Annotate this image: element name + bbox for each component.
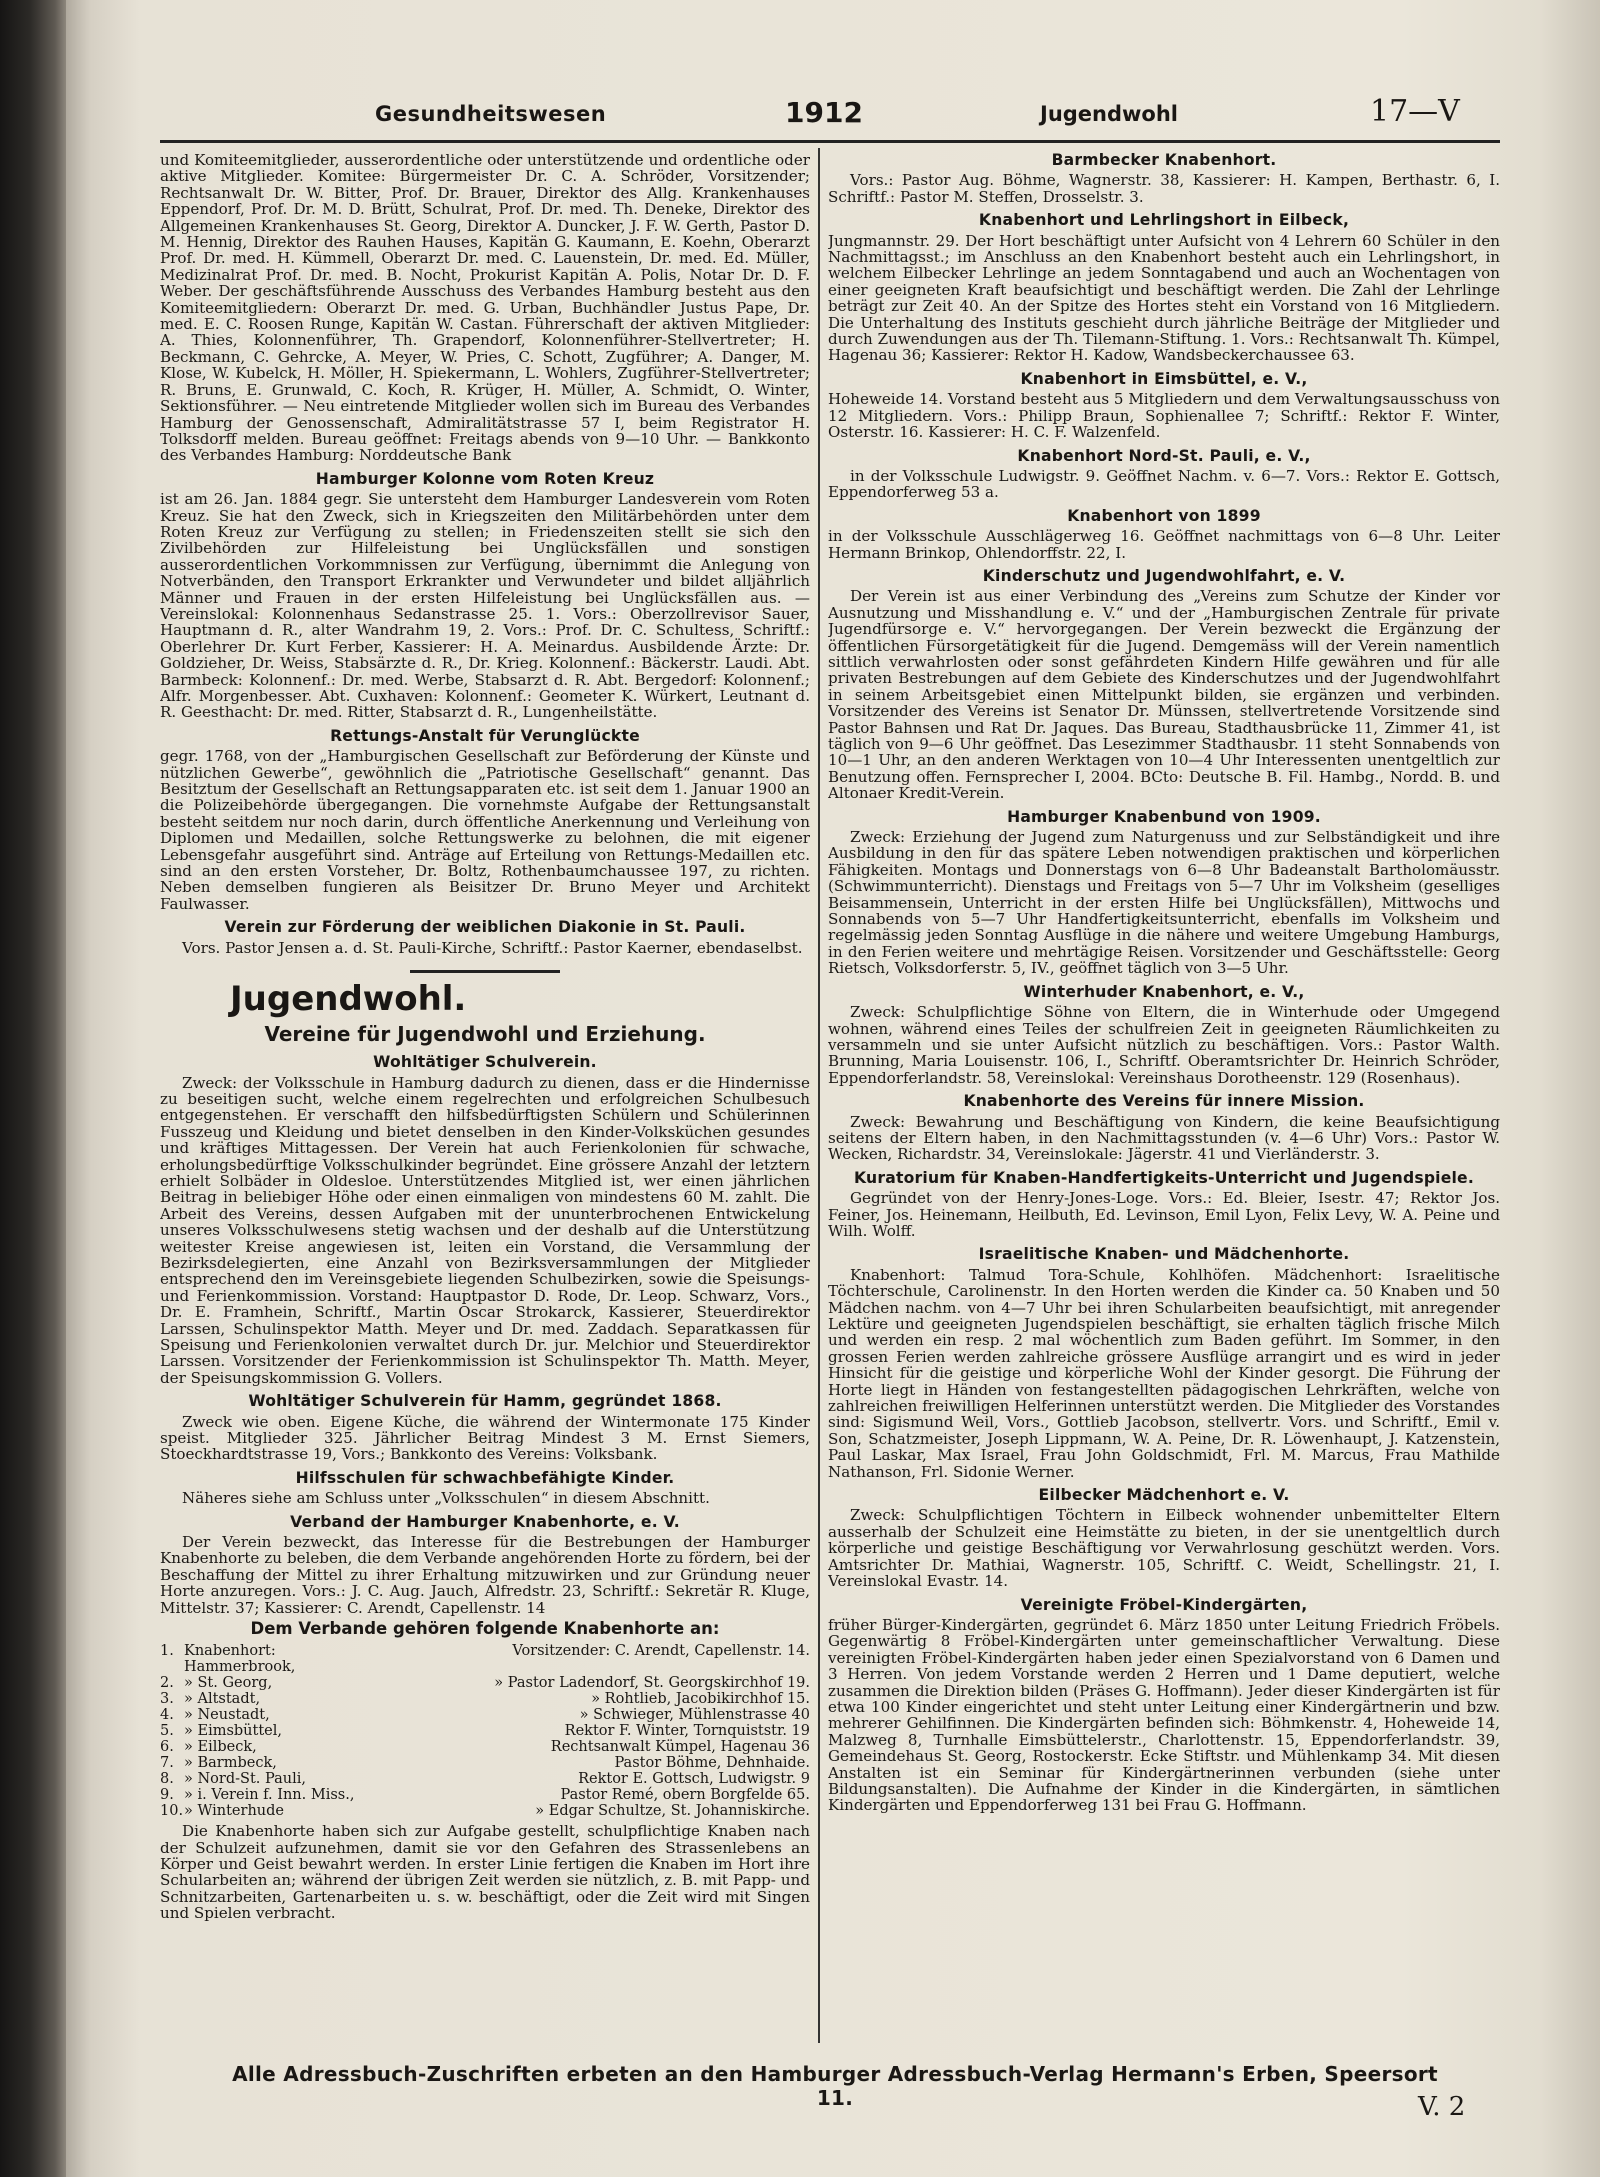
intro-text: und Komiteemitglieder, ausserordentliche oder unterstützende und ordentliche oder aktive Mitglieder. Komitee: Bürgermeister Dr. C. A. Schröder, Vorsitzender; Rechtsanwalt Dr. W. Bitter, Prof. Dr. Brauer, Direktor des Allg. Krankenhauses Eppendorf, Prof. Dr. M. D. Brütt, Schulrat, Prof. Dr. med. Th. Deneke, Direktor des Allgemeinen Krankenhauses St. Georg, Direktor A. Duncker, J. F. W. Gerth, Pastor D. M. Hennig, Direktor des Rauhen Hauses, Kapitän G. Kaumann, E. Koehn, Oberarzt Prof. Dr. med. H. Kümmell, Oberarzt Dr. med. C. Lauenstein, Dr. med. Ed. Müller, Medizinalrat Prof. Dr. med. B. Nocht, Prokurist Kapitän A. Polis, Notar Dr. D. F. Weber. Der geschäftsführende Ausschuss des Verbandes Hamburg besteht aus den Komiteemitgliedern: Oberarzt Dr. med. G. Urban, Buchhändler Justus Pape, Dr. med. E. C. Roosen Runge, Kapitän W. Castan. Führerschaft der aktiven Mitglieder: A. Thies, Kolonnenführer, Th. Grapendorf, Kolonnenführer-Stellvertreter; H. Beckmann, C. Gehrcke, A. Meyer, W. Pries, C. Schott, Zugführer; A. Danger, M. Klose, W. Kubelck, H. Möller, H. Spiekermann, L. Wohlers, Zugführer-Stellvertreter; R. Bruns, E. Grunwald, C. Koch, R. Krüger, H. Müller, A. Schmidt, O. Winter, Sektionsführer. — Neu eintretende Mitglieder wollen sich im Bureau des Verbandes Hamburg der Genossenschaft, Admiralitätstrasse 57 I, beim Registrator H. Tolksdorff melden. Bureau geöffnet: Freitags abends von 9—10 Uhr. — Bankkonto des Verbandes Hamburg: Norddeutsche Bank bbox=[160, 152, 810, 465]
right-column bbox=[828, 152, 1500, 2052]
section-text-nord-st-pauli: in der Volksschule Ludwigstr. 9. Geöffnet Nachm. v. 6—7. Vors.: Rektor E. Gottsch, Eppendorferweg 53 a. bbox=[828, 466, 1500, 502]
section-text-schulverein-hamm: Zweck wie oben. Eigene Küche, die während der Wintermonate 175 Kinder speist. Mitglieder 325. Jährlicher Beitrag Mindest 3 M. Ernst Siemers, Stoeckhardtstrasse 19, Vors.; Bankkonto des Vereins: Volksbank. bbox=[160, 1412, 810, 1464]
section-text-kuratorium: Gegründet von der Henry-Jones-Loge. Vors.: Ed. Bleier, Isestr. 47; Rektor Jos. Feiner, Jos. Heinemann, Heilbuth, Ed. Levinson, Emil Lyon, Felix Levy, W. A. Peine und Wilh. Wolff. bbox=[828, 1189, 1500, 1240]
section-text-kinderschutz: Der Verein ist aus einer Verbindung des „Vereins zum Schutze der Kinder vor Ausnutzung und Misshandlung e. V.“ und der „Hamburgischen Zentrale für private Jugendfürsorge e. V.“ hervorgegangen. Der Verein bezweckt die Ergänzung der öffentlichen Fürsorgetätigkeit für die Jugend. Demgemäss will der Verein namentlich sittlich verwahrlosten oder sonst gefährdeten Kindern Hilfe gewähren und für alle privaten Bestrebungen auf dem Gebiete des Kinderschutzes und der Jugendwohlfahrt in seinem Arbeitsgebiet einen Mittelpunkt bilden, sie ergänzen und verbinden. Vorsitzender des Vereins ist Senator Dr. Münssen, stellvertretende Vorsitzende sind Pastor Bahnsen und Rat Dr. Jaques. Das Bureau, Stadthausbrücke 11, Zimmer 41, ist täglich von 9—6 Uhr geöffnet. Das Lesezimmer Stadthausbr. 11 steht Sonnabends von 10—1 Uhr, an den anderen Werktagen von 10—4 Uhr Interessenten unentgeltlich zur Benutzung offen. Fernsprecher I, 2004. BCto: Deutsche B. Fil. Hambg., Nordd. B. und Altonaer Kredit-Verein. bbox=[828, 587, 1500, 803]
section-text-froebel: früher Bürger-Kindergärten, gegründet 6. März 1850 unter Leitung Friedrich Fröbels. Gegenwärtig 8 Fröbel-Kindergärten unter gemeinschaftlicher Verwaltung. Diese vereinigten Fröbel-Kindergärten haben jeder einen Spezialvorstand von 6 Damen und 3 Herren. Von jedem Vorstande werden 2 Herren und 1 Dame deputiert, welche zusammen die Direktion bilden (Präses G. Hoffmann). Jeder dieser Kindergärten ist für etwa 100 Kinder eingerichtet und steht unter Leitung einer Kindergärtnerin und bzw. mehrerer Gehilfinnen. Die Kindergärten befinden sich: Böhmkenstr. 4, Hoheweide 14, Malzweg 8, Turnhalle Eimsbüttelerstr., Charlottenstr. 15, Eppendorferlandstr. 39, Gemeindehaus St. Georg, Rostockerstr. Ecke Stiftstr. und Mühlenkamp 34. Mit diesen Anstalten ist ein Seminar für Kindergärtnerinnen verbunden (siehe unter Bildungsanstalten). Die Aufnahme der Kinder in die Kindergärten, in sämtlichen Kindergärten und Eppendorferweg 131 bei Frau G. Hoffmann. bbox=[828, 1615, 1500, 1815]
list-item: 2. » St. Georg, » Pastor Ladendorf, St. Georgskirchhof 19. bbox=[160, 1675, 810, 1692]
section-text-knabenbund: Zweck: Erziehung der Jugend zum Naturgenuss und zur Selbständigkeit und ihre Ausbildung in den für das spätere Leben notwendigen praktischen und körperlichen Fähigkeiten. Montags und Donnerstags von 6—8 Uhr Badeanstalt Bartholomäusstr. (Schwimmunterricht). Dienstags und Freitags von 5—7 Uhr im Volksheim (geselliges Beisammensein, Unterricht in der ersten Hilfe bei Unglücksfällen), Mittwochs und Sonnabends von 5—7 Uhr Handfertigkeitsunterricht, ebenfalls im Volksheim und regelmässig jeden Sonntag Ausflüge in die nähere und weitere Umgebung Hamburgs, in den Ferien weitere und mehrtägige Reisen. Vorsitzender und Geschäftsstelle: Georg Rietsch, Volksdorferstr. 5, IV., geöffnet täglich von 3—5 Uhr. bbox=[828, 828, 1500, 978]
left-column bbox=[160, 152, 810, 2052]
chapter-subtitle: Vereine für Jugendwohl und Erziehung. bbox=[264, 1022, 706, 1047]
list-item: 3. » Altstadt, » Rohtlieb, Jacobikirchhof 15. bbox=[160, 1691, 810, 1708]
section-title-eilbeck: Knabenhort und Lehrlingshort in Eilbeck, bbox=[978, 211, 1350, 230]
list-item: 9. » i. Verein f. Inn. Miss., Pastor Remé, obern Borgfelde 65. bbox=[160, 1787, 810, 1804]
section-text-eimsbuettel: Hoheweide 14. Vorstand besteht aus 5 Mitgliedern und dem Verwaltungsausschuss von 12 Mitgliedern. Vors.: Philipp Braun, Sophienallee 7; Schriftf.: Rektor F. Winter, Osterstr. 16. Kassierer: H. C. F. Walzenfeld. bbox=[828, 390, 1500, 442]
section-title-eimsbuettel: Knabenhort in Eimsbüttel, e. V., bbox=[1020, 369, 1308, 388]
section-text-israelitische-horte: Knabenhort: Talmud Tora-Schule, Kohlhöfen. Mädchenhort: Israelitische Töchterschule, Carolinenstr. In den Horten werden die Kinder ca. 50 Knaben und 50 Mädchen nachm. von 4—7 Uhr bei ihren Schularbeiten beaufsichtigt, mit anregender Lektüre und geeigneten Jugendspielen beschäftigt, sie erhalten täglich frische Milch und werden ein resp. 2 mal wöchentlich zum Baden geführt. Im Sommer, in den grossen Ferien werden zahlreiche grössere Ausflüge arrangirt und es wird in jeder Hinsicht für die geistige und körperliche Wohl der Kinder gesorgt. Die Führung der Horte liegt in Händen von festangestellten pädagogischen Lehrkräften, welche von zahlreichen freiwilligen Helferinnen unterstützt werden. Die Mitglieder des Vorstandes sind: Sigismund Weil, Vors., Gottlieb Jacobson, stellvertr. Vors. und Schriftf., Emil v. Son, Schatzmeister, Joseph Lippmann, W. A. Peine, Dr. R. Löwenhaupt, J. Katzenstein, Paul Laskar, Max Israel, Frau John Goldschmidt, Frl. M. Marcus, Frau Mathilde Nathanson, Frl. Sidonie Werner. bbox=[828, 1265, 1500, 1481]
section-rule bbox=[410, 970, 560, 973]
section-title-innere-mission: Knabenhorte des Vereins für innere Mission. bbox=[963, 1092, 1365, 1111]
section-text-eilbecker-maedchenhort: Zweck: Schulpflichtigen Töchtern in Eilbeck wohnender unbemittelter Eltern ausserhalb der Schulzeit eine Heimstätte zu bieten, in der sie unentgeltlich durch körperliche und geistige Beschäftigung vor Verwahrlosung geschützt werden. Vors. Amtsrichter Dr. Mathiai, Wagnerstr. 105, Schriftf. C. Weidt, Schellingstr. 21, I. Vereinslokal Evastr. 14. bbox=[828, 1506, 1500, 1591]
list-item: 4. » Neustadt, » Schwieger, Mühlenstrasse 40 bbox=[160, 1707, 810, 1724]
section-title-winterhude: Winterhuder Knabenhort, e. V., bbox=[1023, 982, 1305, 1001]
section-title-schulverein-hamm: Wohltätiger Schulverein für Hamm, gegründet 1868. bbox=[248, 1392, 722, 1411]
signature-mark: V. 2 bbox=[1418, 2092, 1466, 2122]
column-divider bbox=[818, 148, 820, 2043]
section-text-innere-mission: Zweck: Bewahrung und Beschäftigung von Kindern, die keine Beaufsichtigung seitens der Eltern haben, in den Nachmittagsstunden (v. 4—6 Uhr) Vors.: Pastor W. Wecken, Richardstr. 34, Vereinslokale: Jägerstr. 41 und Vierländerstr. 3. bbox=[828, 1112, 1500, 1164]
chapter-title: Jugendwohl. bbox=[230, 979, 467, 1020]
section-text-hilfsschulen: Näheres siehe am Schluss unter „Volksschulen“ in diesem Abschnitt. bbox=[182, 1489, 710, 1508]
section-text-kolonne: ist am 26. Jan. 1884 gegr. Sie untersteht dem Hamburger Landesverein vom Roten Kreuz. Sie hat den Zweck, sich in Kriegszeiten den Militärbehörden unter dem Roten Kreuz zur Verfügung zu stellen; in Friedenszeiten stellt sie sich den Zivilbehörden zur Hilfeleistung bei Unglücksfällen und sonstigen ausserordentlichen Vorkommnissen zur Verfügung, übernimmt die Anlegung von Notverbänden, den Transport Erkrankter und Verwundeter und bildet alljährlich Männer und Frauen in der ersten Hilfeleistung bei Unglücksfällen aus. — Vereinslokal: Kolonnenhaus Sedanstrasse 25. 1. Vors.: Oberzollrevisor Sauer, Hauptmann d. R., alter Wandrahm 19, 2. Vors.: Prof. Dr. C. Schultess, Schriftf.: Oberlehrer Dr. Kurt Ferber, Kassierer: H. A. Meinardus. Ausbildende Ärzte: Dr. Goldzieher, Dr. Weiss, Stabsärzte d. R., Dr. Krieg. Kolonnenf.: Bäckerstr. Laudi. Abt. Barmbeck: Kolonnenf.: Dr. med. Werbe, Stabsarzt d. R. Abt. Bergedorf: Kolonnenf.; Alfr. Morgenbesser. Abt. Cuxhaven: Kolonnenf.: Geometer K. Würkert, Leutnant d. R. Geesthacht: Dr. med. Ritter, Stabsarzt d. R., Lungenheilstätte. bbox=[160, 490, 810, 722]
horte-closing-text: Die Knabenhorte haben sich zur Aufgabe gestellt, schulpflichtige Knaben nach der Schulzeit aufzunehmen, damit sie vor den Gefahren des Strassenlebens an Körper und Geist bewahrt werden. In erster Linie fertigen die Knaben im Hort ihre Schularbeiten an; während der übrigen Zeit werden sie nützlich, z. B. mit Papp- und Schnitzarbeiten, Gartenarbeiten u. s. w. beschäftigt, oder die Zeit wird mit Singen und Spielen verbracht. bbox=[160, 1822, 810, 1923]
section-title-hilfsschulen: Hilfsschulen für schwachbefähigte Kinder. bbox=[295, 1468, 675, 1487]
list-item: 6. » Eilbeck, Rechtsanwalt Kümpel, Hagenau 36 bbox=[160, 1739, 810, 1756]
section-title-schulverein: Wohltätiger Schulverein. bbox=[373, 1053, 597, 1072]
book-spine bbox=[0, 0, 66, 2177]
list-item: 10. » Winterhude » Edgar Schultze, St. Johanniskirche. bbox=[160, 1803, 810, 1820]
header-year: 1912 bbox=[785, 96, 863, 129]
section-title-eilbecker-maedchenhort: Eilbecker Mädchenhort e. V. bbox=[1038, 1486, 1290, 1505]
section-text-eilbeck: Jungmannstr. 29. Der Hort beschäftigt unter Aufsicht von 4 Lehrern 60 Schüler in den Nachmittagsst.; im Anschluss an den Knabenhort besteht auch ein Lehrlingshort, in welchem Eilbecker Lehrlinge an jedem Sonntagabend und auch an Wochentagen von einer geeigneten Kraft beaufsichtigt und beschäftigt werden. Die Zahl der Lehrlinge beträgt zur Zeit 40. An der Spitze des Hortes steht ein Vorstand von 16 Mitgliedern. Die Unterhaltung des Instituts geschieht durch jährliche Beiträge der Mitglieder und durch Zuwendungen aus der Th. Tilemann-Stiftung. 1. Vors.: Rechtsanwalt Th. Kümpel, Hagenau 36; Kassierer: Rektor H. Kadow, Wandsbeckerchaussee 63. bbox=[828, 231, 1500, 365]
header-section-left: Gesundheitswesen bbox=[375, 102, 607, 126]
section-text-diakonie: Vors. Pastor Jensen a. d. St. Pauli-Kirche, Schriftf.: Pastor Kaerner, ebendaselbst. bbox=[182, 938, 803, 957]
header-section-right: Jugendwohl bbox=[1040, 102, 1178, 126]
section-title-nord-st-pauli: Knabenhort Nord-St. Pauli, e. V., bbox=[1017, 446, 1311, 465]
section-title-rettungs-anstalt: Rettungs-Anstalt für Verunglückte bbox=[330, 726, 640, 745]
section-title-kuratorium: Kuratorium für Knaben-Handfertigkeits-Unterricht und Jugendspiele. bbox=[854, 1168, 1474, 1187]
section-text-rettungs-anstalt: gegr. 1768, von der „Hamburgischen Gesellschaft zur Beförderung der Künste und nützlichen Gewerbe“, gewöhnlich die „Patriotische Gesellschaft“ genannt. Das Besitztum der Gesellschaft an Rettungsapparaten etc. ist seit dem 1. Januar 1900 an die Polizeibehörde übergegangen. Die vornehmste Aufgabe der Rettungsanstalt besteht seitdem nur noch darin, durch öffentliche Anerkennung und Verleihung von Diplomen und Medaillen, solche Rettungswerke zu belohnen, die mit eigener Lebensgefahr ausgeführt sind. Anträge auf Erteilung von Rettungs-Medaillen etc. sind an den ersten Vorsteher, Dr. Boltz, Rothenbaumchaussee 197, zu richten. Neben demselben fungieren als Beisitzer Dr. Bruno Meyer und Architekt Faulwasser. bbox=[160, 747, 810, 913]
horte-list bbox=[160, 1643, 810, 1819]
section-text-barmbecker: Vors.: Pastor Aug. Böhme, Wagnerstr. 38, Kassierer: H. Kampen, Berthastr. 6, I. Schriftf.: Pastor M. Steffen, Drosselstr. 3. bbox=[828, 171, 1500, 206]
section-title-knabenhort-1899: Knabenhort von 1899 bbox=[1067, 506, 1261, 525]
publisher-footer: Alle Adressbuch-Zuschriften erbeten an den Hamburger Adressbuch-Verlag Hermann's Erben, Speersort 11. bbox=[232, 2062, 1438, 2110]
list-item: 7. » Barmbeck, Pastor Böhme, Dehnhaide. bbox=[160, 1755, 810, 1772]
section-title-froebel: Vereinigte Fröbel-Kindergärten, bbox=[1020, 1595, 1308, 1614]
list-item: 5. » Eimsbüttel, Rektor F. Winter, Tornquiststr. 19 bbox=[160, 1723, 810, 1740]
page bbox=[160, 90, 1500, 2140]
section-title-verband-knabenhorte: Verband der Hamburger Knabenhorte, e. V. bbox=[290, 1512, 680, 1531]
horte-list-title: Dem Verbande gehören folgende Knabenhorte an: bbox=[250, 1619, 720, 1639]
section-title-kinderschutz: Kinderschutz und Jugendwohlfahrt, e. V. bbox=[982, 566, 1346, 585]
page-number: 17—V bbox=[1370, 94, 1460, 129]
list-item: 8. » Nord-St. Pauli, Rektor E. Gottsch, Ludwigstr. 9 bbox=[160, 1771, 810, 1788]
section-text-knabenhort-1899: in der Volksschule Ausschlägerweg 16. Geöffnet nachmittags von 6—8 Uhr. Leiter Hermann Brinkop, Ohlendorffstr. 22, I. bbox=[828, 527, 1500, 562]
section-title-diakonie: Verein zur Förderung der weiblichen Diakonie in St. Pauli. bbox=[224, 918, 746, 937]
section-text-verband-knabenhorte: Der Verein bezweckt, das Interesse für die Bestrebungen der Hamburger Knabenhorte zu beleben, die dem Verbande angehörenden Horte zu fördern, bei der Beschaffung der Mittel zu ihrer Erhaltung mitzuwirken und zur Gründung neuer Horte anzuregen. Vors.: J. C. Aug. Jauch, Alfredstr. 23, Schriftf.: Sekretär R. Kluge, Mittelstr. 37; Kassierer: C. Arendt, Capellenstr. 14 bbox=[160, 1533, 810, 1617]
section-text-winterhude: Zweck: Schulpflichtige Söhne von Eltern, die in Winterhude oder Umgegend wohnen, während eines Teiles der schulfreien Zeit in geeigneten Räumlichkeiten zu versammeln und sie unter Aufsicht nützlich zu beschäftigen. Vors.: Pastor Walth. Brunning, Maria Louisenstr. 106, I., Schriftf. Oberamtsrichter Dr. Heinrich Schröder, Eppendorferlandstr. 58, Vereinslokal: Vereinshaus Dorotheenstr. 129 (Rosenhaus). bbox=[828, 1003, 1500, 1087]
section-title-barmbecker: Barmbecker Knabenhort. bbox=[1051, 152, 1277, 169]
section-title-knabenbund: Hamburger Knabenbund von 1909. bbox=[1007, 807, 1321, 826]
section-title-israelitische-horte: Israelitische Knaben- und Mädchenhorte. bbox=[978, 1245, 1350, 1264]
section-title-kolonne: Hamburger Kolonne vom Roten Kreuz bbox=[315, 469, 655, 488]
running-header bbox=[160, 90, 1500, 143]
section-text-schulverein: Zweck: der Volksschule in Hamburg dadurch zu dienen, dass er die Hindernisse zu beseitigen sucht, welche einem regelrechten und erfolgreichen Schulbesuch entgegenstehen. Er verschafft den hilfsbedürftigsten Schülern und Schülerinnen Fusszeug und Kleidung und bietet denselben in den Kinder-Volksküchen gesundes und kräftiges Mittagessen. Der Verein hat auch Ferienkolonien für schwache, erholungsbedürftige Volksschulkinder begründet. Eine grössere Anzahl der letztern erhielt Solbäder in Oldesloe. Unterstützendes Mitglied ist, wer einen jährlichen Beitrag in beliebiger Höhe oder einen einmaligen von mindestens 60 M. zahlt. Die Arbeit des Vereins, dessen Aufgaben mit der ununterbrochenen Entwickelung unseres Volksschulwesens stetig wachsen und der deshalb auf die Unterstützung weitester Kreise angewiesen ist, leiten ein Vorstand, die Versammlung der Bezirksdelegierten, eine Anzahl von Bezirksversammlungen der Mitglieder entsprechend den im Vereinsgebiete liegenden Schulbezirken, sowie die Speisungs- und Ferienkommission. Vorstand: Hauptpastor D. Rode, Dr. Leop. Schwarz, Vors., Dr. E. Framhein, Schriftf., Martin Oscar Strokarck, Kassierer, Steuerdirektor Larssen, Schulinspektor Matth. Meyer und Dr. med. Zaddach. Separatkassen für Speisung und Ferienkolonien verwaltet durch Dr. jur. Melchior und Steuerdirektor Larssen. Vorsitzender der Ferienkommission ist Schulinspektor Th. Matth. Meyer, der Speisungskommission G. Vollers. bbox=[160, 1073, 810, 1387]
list-item: 1. Knabenhort: Hammerbrook, Vorsitzender: C. Arendt, Capellenstr. 14. bbox=[160, 1643, 810, 1676]
